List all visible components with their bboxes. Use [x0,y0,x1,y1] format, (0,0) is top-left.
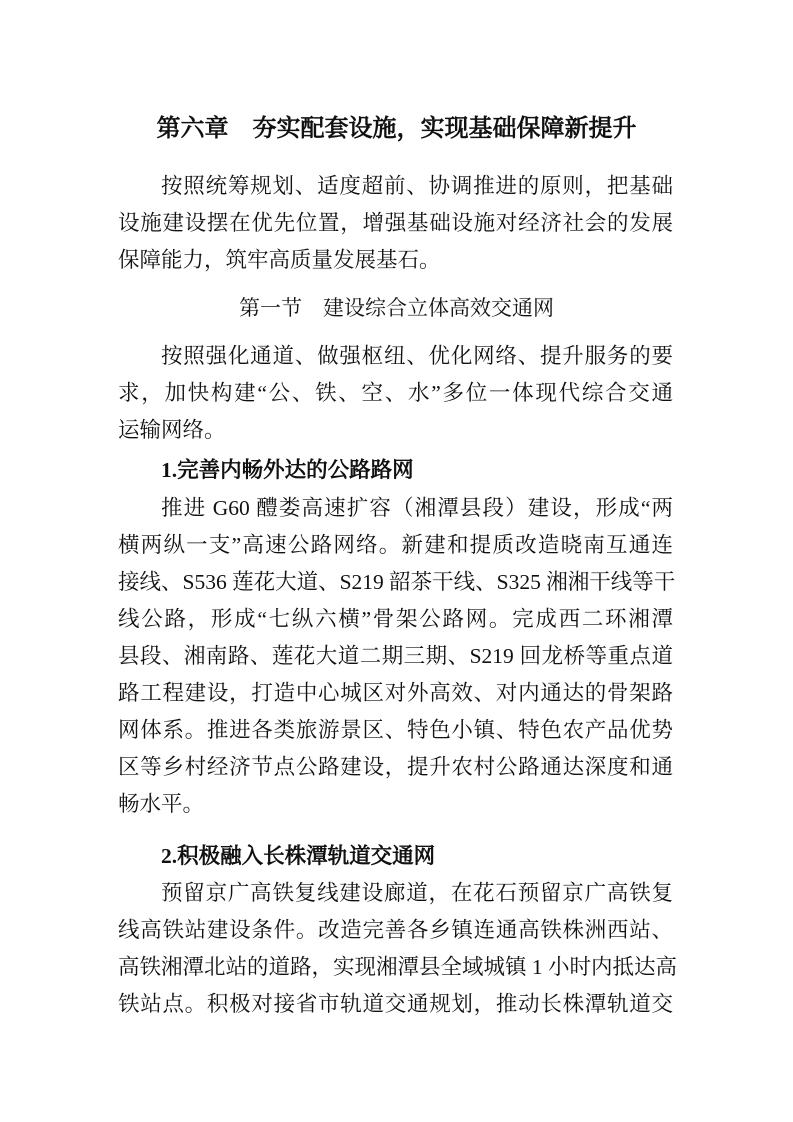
subsection-title-rail: 2.积极融入长株潭轨道交通网 [161,844,436,868]
paragraph-line: 横两纵一支”高速公路网络。新建和提质改造晓南互通连 [118,533,673,557]
paragraph-line: 推进 G60 醴娄高速扩容（湘潭县段）建设，形成“两 [161,496,673,520]
paragraph-line: 求，加快构建“公、铁、空、水”多位一体现代综合交通 [118,381,673,405]
section-intro-paragraph [118,338,673,449]
paragraph-line: 畅水平。 [118,792,205,816]
paragraph-line: 设施建设摆在优先位置，增强基础设施对经济社会的发展 [118,211,673,235]
paragraph-line: 高铁湘潭北站的道路，实现湘潭县全域城镇 1 小时内抵达高 [118,955,678,979]
paragraph-line: 预留京广高铁复线建设廊道，在花石预留京广高铁复 [161,881,673,905]
intro-paragraph [118,168,673,279]
paragraph-line: 线高铁站建设条件。改造完善各乡镇连通高铁株洲西站、 [118,918,673,942]
paragraph-line: 区等乡村经济节点公路建设，提升农村公路通达深度和通 [118,755,673,779]
subsection-title-highway: 1.完善内畅外达的公路路网 [161,458,414,482]
rail-paragraph [118,875,678,1023]
paragraph-line: 按照统筹规划、适度超前、协调推进的原则，把基础 [161,174,673,198]
paragraph-line: 按照强化通道、做强枢纽、优化网络、提升服务的要 [161,344,673,368]
paragraph-line: 网体系。推进各类旅游景区、特色小镇、特色农产品优势 [118,718,673,742]
section-title: 第一节 建设综合立体高效交通网 [239,296,554,320]
highway-paragraph [118,490,676,823]
paragraph-line: 保障能力，筑牢高质量发展基石。 [118,248,441,272]
paragraph-line: 路工程建设，打造中心城区对外高效、对内通达的骨架路 [118,681,673,705]
paragraph-line: 运输网络。 [118,418,226,442]
paragraph-line: 铁站点。积极对接省市轨道交通规划，推动长株潭轨道交 [118,992,673,1016]
paragraph-line: 接线、S536 莲花大道、S219 韶茶干线、S325 湘湘干线等干 [118,570,676,594]
paragraph-line: 县段、湘南路、莲花大道二期三期、S219 回龙桥等重点道 [118,644,673,668]
chapter-title: 第六章 夯实配套设施，实现基础保障新提升 [156,114,637,142]
paragraph-line: 线公路，形成“七纵六横”骨架公路网。完成西二环湘潭 [118,607,673,631]
